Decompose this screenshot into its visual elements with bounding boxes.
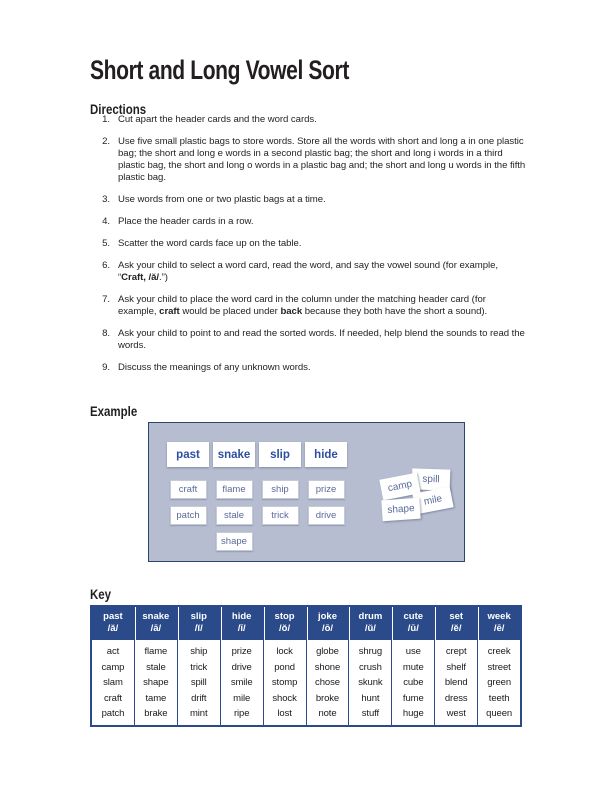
key-table bbox=[90, 605, 522, 727]
key-word: fume bbox=[402, 692, 424, 704]
key-word: ship bbox=[190, 646, 208, 657]
direction-bold-segment: back bbox=[280, 306, 303, 317]
key-word: camp bbox=[101, 661, 125, 673]
direction-segment: because they both have the short a sound). bbox=[302, 306, 488, 317]
word-card: trick bbox=[262, 506, 299, 525]
example-column bbox=[259, 442, 301, 551]
word-card: patch bbox=[170, 506, 207, 525]
key-word: shelf bbox=[446, 661, 466, 673]
pile-card: mile bbox=[412, 487, 453, 515]
example-column bbox=[305, 442, 347, 551]
key-word: prize bbox=[231, 646, 252, 657]
direction-text bbox=[118, 294, 526, 318]
direction-number: 5. bbox=[102, 238, 110, 249]
key-header-sound: /ī/ bbox=[237, 623, 246, 634]
key-column-words bbox=[349, 640, 391, 725]
key-header-sound: /ă/ bbox=[107, 623, 119, 634]
direction-number: 4. bbox=[102, 216, 110, 227]
key-word: skunk bbox=[358, 677, 383, 689]
direction-item bbox=[90, 136, 526, 184]
word-card: drive bbox=[308, 506, 345, 525]
header-card: hide bbox=[305, 442, 347, 467]
direction-number: 8. bbox=[102, 328, 110, 339]
word-card: shape bbox=[216, 532, 253, 551]
direction-number: 6. bbox=[102, 260, 110, 271]
key-word: stuff bbox=[361, 708, 380, 720]
key-header-word: stop bbox=[274, 611, 295, 622]
key-word: dress bbox=[444, 692, 468, 704]
key-column bbox=[263, 607, 306, 725]
key-header-word: past bbox=[103, 611, 123, 622]
direction-segment: Use five small plastic bags to store words. Store all the words with short and long a in one plastic bag; the short and long e words in a second plastic bag; the short and long i words in a third plastic bag, the short and long o words in a plastic bag and; the short and long u words in the fifth plastic bag. bbox=[118, 136, 526, 183]
key-word: patch bbox=[101, 708, 125, 720]
key-word: ripe bbox=[233, 708, 250, 720]
key-column-header bbox=[435, 607, 477, 640]
key-column bbox=[391, 607, 434, 725]
key-word: tame bbox=[145, 692, 167, 704]
key-column-words bbox=[307, 640, 349, 725]
key-column-words bbox=[92, 640, 134, 725]
key-header-sound: /ē/ bbox=[493, 623, 505, 634]
key-column bbox=[220, 607, 263, 725]
direction-number: 9. bbox=[102, 362, 110, 373]
direction-text bbox=[118, 216, 526, 228]
key-header-word: joke bbox=[317, 611, 337, 622]
direction-item bbox=[90, 362, 526, 374]
key-column-header bbox=[478, 607, 520, 640]
direction-item bbox=[90, 194, 526, 206]
direction-segment: Place the header cards in a row. bbox=[118, 216, 254, 227]
key-word: mute bbox=[402, 661, 424, 673]
key-column-words bbox=[221, 640, 263, 725]
key-word: blend bbox=[444, 677, 468, 689]
key-word: creek bbox=[487, 646, 511, 657]
key-header-word: week bbox=[487, 611, 511, 622]
pile-card: camp bbox=[379, 473, 420, 501]
key-word: green bbox=[487, 677, 512, 689]
direction-segment: Use words from one or two plastic bags at a time. bbox=[118, 194, 326, 205]
key-header-word: slip bbox=[190, 611, 207, 622]
direction-text bbox=[118, 328, 526, 352]
key-word: drive bbox=[231, 661, 252, 673]
key-heading: Key bbox=[90, 587, 112, 602]
direction-text bbox=[118, 260, 526, 284]
direction-segment: Discuss the meanings of any unknown words. bbox=[118, 362, 311, 373]
key-word: shape bbox=[143, 677, 169, 689]
key-header-word: drum bbox=[358, 611, 383, 622]
direction-item bbox=[90, 294, 526, 318]
key-word: teeth bbox=[488, 692, 510, 704]
key-word: lost bbox=[277, 708, 292, 720]
direction-bold-segment: Craft, /ă/ bbox=[121, 272, 160, 283]
key-word: act bbox=[106, 646, 120, 657]
direction-number: 2. bbox=[102, 136, 110, 147]
key-word: smile bbox=[230, 677, 253, 689]
key-column bbox=[92, 607, 134, 725]
key-word: crush bbox=[359, 661, 382, 673]
example-sort-board bbox=[148, 422, 465, 562]
direction-text bbox=[118, 238, 526, 250]
example-column bbox=[167, 442, 209, 551]
key-word: shone bbox=[314, 661, 341, 673]
key-word: trick bbox=[190, 661, 208, 673]
key-header-sound: /ŭ/ bbox=[364, 623, 376, 634]
key-column-header bbox=[349, 607, 391, 640]
key-word: pond bbox=[274, 661, 295, 673]
key-column-words bbox=[392, 640, 434, 725]
key-word: mint bbox=[189, 708, 208, 720]
key-header-sound: /ū/ bbox=[407, 623, 419, 634]
example-columns bbox=[167, 442, 347, 551]
key-word: spill bbox=[190, 677, 207, 689]
key-column bbox=[477, 607, 520, 725]
key-column-words bbox=[478, 640, 520, 725]
direction-segment: Ask your child to place the word card in the column under the matching header card (for example, bbox=[118, 294, 486, 317]
direction-segment: Ask your child to point to and read the sorted words. If needed, help blend the sounds to read the words. bbox=[118, 328, 525, 351]
key-word: chose bbox=[315, 677, 340, 689]
key-word: craft bbox=[103, 692, 122, 704]
key-word: lock bbox=[276, 646, 293, 657]
key-word: queen bbox=[486, 708, 513, 720]
pile-card: spill bbox=[412, 468, 451, 490]
direction-bold-segment: craft bbox=[159, 306, 180, 317]
header-card: past bbox=[167, 442, 209, 467]
direction-segment: .”) bbox=[159, 272, 168, 283]
direction-item bbox=[90, 260, 526, 284]
key-header-sound: /ĕ/ bbox=[450, 623, 462, 634]
directions-list bbox=[90, 114, 526, 384]
direction-text bbox=[118, 194, 526, 206]
key-column bbox=[434, 607, 477, 725]
key-column-header bbox=[307, 607, 349, 640]
key-word: drift bbox=[191, 692, 207, 704]
word-card: stale bbox=[216, 506, 253, 525]
direction-item bbox=[90, 114, 526, 126]
key-column-words bbox=[178, 640, 220, 725]
example-heading: Example bbox=[90, 404, 138, 419]
key-column-words bbox=[135, 640, 177, 725]
key-column-header bbox=[221, 607, 263, 640]
direction-item bbox=[90, 328, 526, 352]
key-word: shock bbox=[272, 692, 297, 704]
direction-segment: Cut apart the header cards and the word cards. bbox=[118, 114, 317, 125]
direction-text bbox=[118, 136, 526, 184]
page-title: Short and Long Vowel Sort bbox=[90, 55, 349, 85]
key-column-header bbox=[92, 607, 134, 640]
key-word: broke bbox=[315, 692, 340, 704]
key-column-header bbox=[178, 607, 220, 640]
pile-card: shape bbox=[381, 498, 420, 522]
key-word: slam bbox=[103, 677, 123, 689]
key-column bbox=[177, 607, 220, 725]
direction-text bbox=[118, 362, 526, 374]
key-word: crept bbox=[445, 646, 467, 657]
key-header-sound: /ŏ/ bbox=[279, 623, 291, 634]
key-word: cube bbox=[403, 677, 424, 689]
key-header-sound: /ā/ bbox=[150, 623, 162, 634]
key-column-header bbox=[392, 607, 434, 640]
direction-text bbox=[118, 114, 526, 126]
direction-segment: Scatter the word cards face up on the table. bbox=[118, 238, 302, 249]
key-word: hunt bbox=[361, 692, 380, 704]
key-word: street bbox=[487, 661, 511, 673]
direction-item bbox=[90, 238, 526, 250]
example-column bbox=[213, 442, 255, 551]
key-column-words bbox=[435, 640, 477, 725]
key-column-header bbox=[264, 607, 306, 640]
key-header-word: hide bbox=[231, 611, 252, 622]
direction-segment: would be placed under bbox=[179, 306, 281, 317]
direction-number: 7. bbox=[102, 294, 110, 305]
key-word: flame bbox=[144, 646, 168, 657]
directions-heading: Directions bbox=[90, 102, 147, 117]
key-header-sound: /ĭ/ bbox=[194, 623, 203, 634]
key-word: shrug bbox=[358, 646, 383, 657]
key-word: stomp bbox=[271, 677, 298, 689]
key-column bbox=[348, 607, 391, 725]
key-column-words bbox=[264, 640, 306, 725]
key-word: mile bbox=[233, 692, 251, 704]
key-word: brake bbox=[144, 708, 168, 720]
key-word: note bbox=[318, 708, 337, 720]
key-header-sound: /ō/ bbox=[321, 623, 334, 634]
key-word: use bbox=[405, 646, 421, 657]
direction-number: 1. bbox=[102, 114, 110, 125]
key-word: stale bbox=[146, 661, 166, 673]
key-word: huge bbox=[402, 708, 424, 720]
key-column bbox=[306, 607, 349, 725]
word-card: flame bbox=[216, 480, 253, 499]
key-column-header bbox=[135, 607, 177, 640]
word-card: prize bbox=[308, 480, 345, 499]
key-header-word: snake bbox=[142, 611, 170, 622]
word-card: craft bbox=[170, 480, 207, 499]
word-card: ship bbox=[262, 480, 299, 499]
direction-segment: Ask your child to select a word card, read the word, and say the vowel sound (for example, “ bbox=[118, 260, 498, 283]
key-header-word: set bbox=[449, 611, 464, 622]
direction-item bbox=[90, 216, 526, 228]
key-column bbox=[134, 607, 177, 725]
key-word: globe bbox=[316, 646, 339, 657]
key-header-word: cute bbox=[403, 611, 424, 622]
header-card: slip bbox=[259, 442, 301, 467]
key-word: west bbox=[446, 708, 466, 720]
direction-number: 3. bbox=[102, 194, 110, 205]
header-card: snake bbox=[213, 442, 255, 467]
